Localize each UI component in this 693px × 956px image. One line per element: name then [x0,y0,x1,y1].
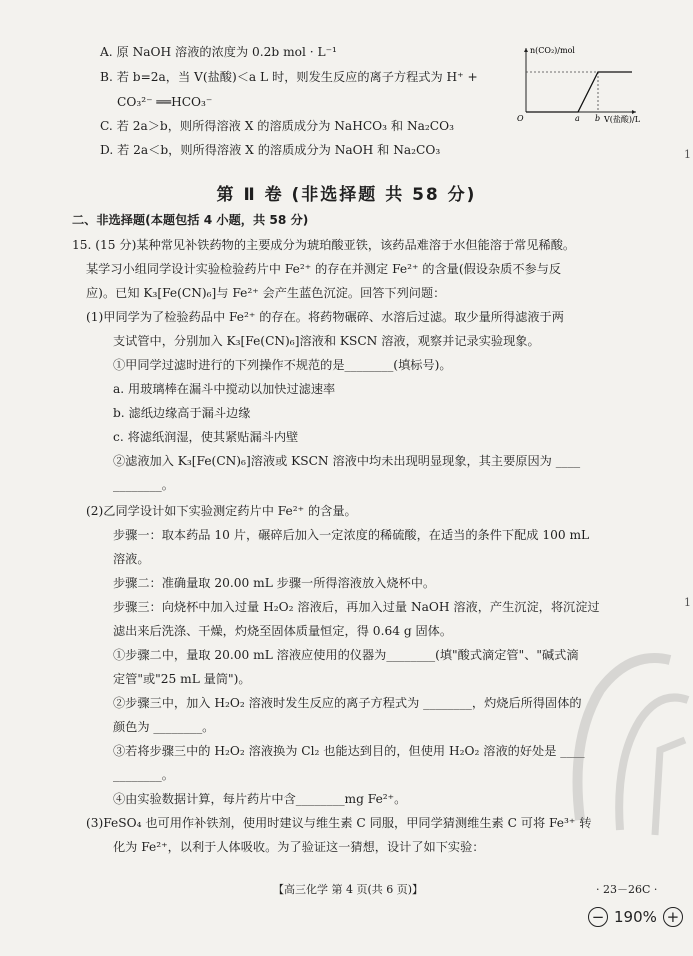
zoom-control [588,905,683,929]
footer-code: · 23－26C · [596,883,658,896]
part1-question2: ②滤液加入 K₃[Fe(CN)₆]溶液或 KSCN 溶液中均未出现明显现象，其主要原因为 ____ [113,454,581,468]
zoom-out-button[interactable] [588,907,608,927]
watermark-stamp [560,630,693,840]
part2-line1: (2)乙同学设计如下实验测定药片中 Fe²⁺ 的含量。 [86,504,357,518]
part2-question2: ②步骤三中，加入 H₂O₂ 溶液时发生反应的离子方程式为 ________，灼烧后所得固体的 [113,696,582,710]
co2-graph [512,44,642,124]
option-a: A. 原 NaOH 溶液的浓度为 0.2b mol · L⁻¹ [100,45,337,59]
margin-number-top: 1 [684,148,691,161]
part2-step2: 步骤二：准确量取 20.00 mL 步骤一所得溶液放入烧杯中。 [113,576,436,590]
option-b-line2: CO₃²⁻ ══HCO₃⁻ [117,95,213,109]
minus-icon: − [591,907,605,926]
part1-choice-b: b. 滤纸边缘高于漏斗边缘 [113,406,251,420]
x-axis-label: V(盐酸)/L [604,115,641,124]
zoom-in-button[interactable] [663,907,683,927]
option-d: D. 若 2a＜b，则所得溶液 X 的溶质成分为 NaOH 和 Na₂CO₃ [100,143,441,157]
x-axis-arrow [632,110,636,114]
y-axis-label: n(CO₂)/mol [530,46,575,55]
part3-line2: 化为 Fe²⁺，以利于人体吸收。为了验证这一猜想，设计了如下实验： [113,840,485,854]
q15-line2: 某学习小组同学设计实验检验药片中 Fe²⁺ 的存在并测定 Fe²⁺ 的含量(假设杂质不参与反 [86,262,562,276]
part-heading: 二、非选择题(本题包括 4 小题，共 58 分) [72,213,309,227]
tick-b-label: b [595,114,601,123]
plus-icon: + [666,907,680,926]
footer-page-info: 【高三化学 第 4 页(共 6 页)】 [273,883,424,896]
tick-a-label: a [575,114,580,123]
part2-step1: 步骤一：取本药品 10 片，碾碎后加入一定浓度的稀硫酸，在适当的条件下配成 100 mL [113,528,590,542]
part2-question3-cont: ________。 [113,768,174,782]
part2-question1-cont: 定管"或"25 mL 量筒")。 [113,672,251,686]
option-b-line1: B. 若 b=2a，当 V(盐酸)＜a L 时，则发生反应的离子方程式为 H⁺ + [100,70,478,84]
section-title: 第 Ⅱ 卷 (非选择题 共 58 分) [216,185,477,205]
co2-curve [526,72,632,112]
part2-step3: 步骤三：向烧杯中加入过量 H₂O₂ 溶液后，再加入过量 NaOH 溶液，产生沉淀，将沉淀过 [113,600,600,614]
q15-line1: 15. (15 分)某种常见补铁药物的主要成分为琥珀酸亚铁，该药品难溶于水但能溶于常见稀酸。 [72,238,576,252]
part2-step3-cont: 滤出来后洗涤、干燥，灼烧至固体质量恒定，得 0.64 g 固体。 [113,624,453,638]
part1-question1: ①甲同学过滤时进行的下列操作不规范的是________(填标号)。 [113,358,452,372]
part2-question3: ③若将步骤三中的 H₂O₂ 溶液换为 Cl₂ 也能达到目的，但使用 H₂O₂ 溶液的好处是 ____ [113,744,585,758]
y-axis-arrow [524,48,528,52]
part1-line1: (1)甲同学为了检验药品中 Fe²⁺ 的存在。将药物碾碎、水溶后过滤。取少量所得滤液于两 [86,310,564,324]
option-c: C. 若 2a＞b，则所得溶液 X 的溶质成分为 NaHCO₃ 和 Na₂CO₃ [100,119,454,133]
part2-question1: ①步骤二中，量取 20.00 mL 溶液应使用的仪器为________(填"酸式滴定管"、"碱式滴 [113,648,579,662]
origin-label: O [517,114,524,123]
part3-line1: (3)FeSO₄ 也可用作补铁剂，使用时建议与维生素 C 同服，甲同学猜测维生素 C 可将 Fe³⁺ 转 [86,816,592,830]
part2-question2-cont: 颜色为 ________。 [113,720,215,734]
part1-line2: 支试管中，分别加入 K₃[Fe(CN)₆]溶液和 KSCN 溶液，观察并记录实验现象。 [113,334,540,348]
part1-choice-a: a. 用玻璃棒在漏斗中搅动以加快过滤速率 [113,382,336,396]
q15-line3: 应)。已知 K₃[Fe(CN)₆]与 Fe²⁺ 会产生蓝色沉淀。回答下列问题： [86,286,446,300]
part2-step1-cont: 溶液。 [113,552,150,566]
zoom-level: 190% [614,908,657,926]
margin-number-bottom: 1 [684,596,691,609]
part2-question4: ④由实验数据计算，每片药片中含________mg Fe²⁺。 [113,792,407,806]
part1-question2-cont: ________。 [113,478,174,492]
part1-choice-c: c. 将滤纸润湿，使其紧贴漏斗内壁 [113,430,299,444]
